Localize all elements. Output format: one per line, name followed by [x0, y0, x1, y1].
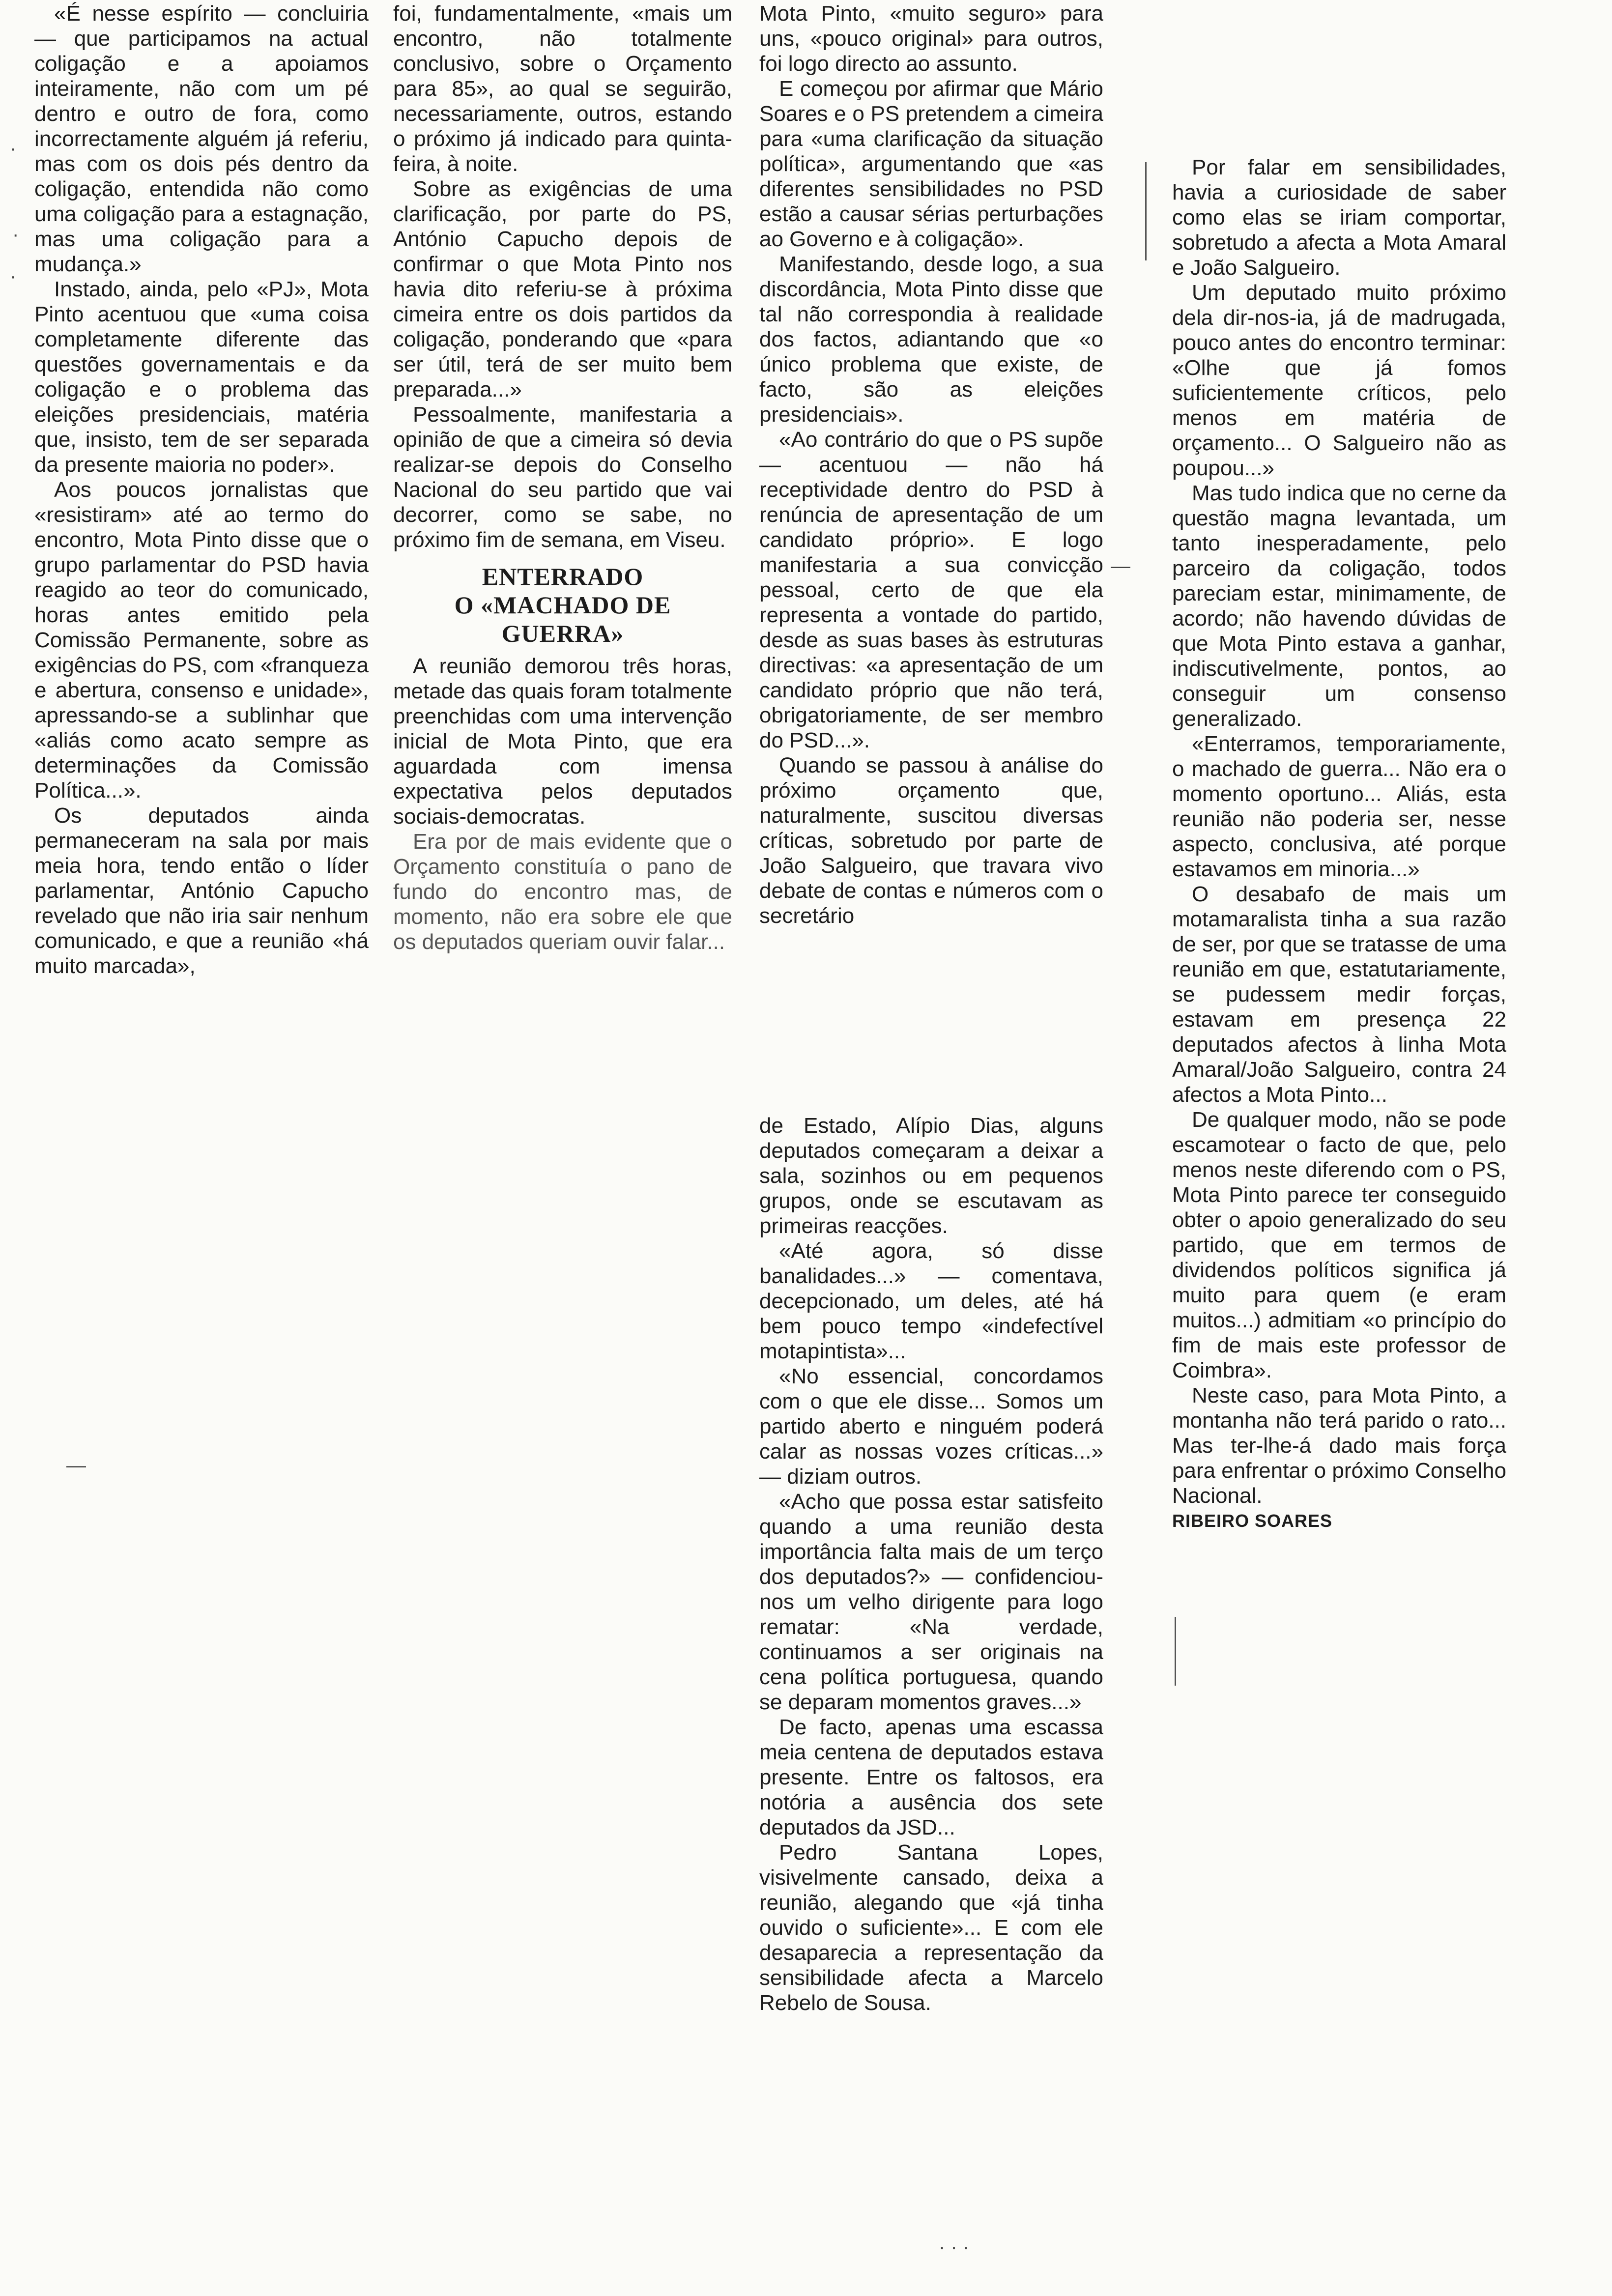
column-3-bottom: [759, 1113, 1103, 2015]
headline-line-2: O «MACHADO DE GUERRA»: [454, 591, 671, 647]
scan-rule: [1175, 1617, 1176, 1686]
paragraph: Pessoalmente, manifestaria a opinião de que a cimeira só devia realizar-se depois do Conselho Nacional do seu partido que vai decorrer, como se sabe, no próximo fim de semana, em Viseu.: [393, 402, 732, 552]
paragraph: Instado, ainda, pelo «PJ», Mota Pinto acentuou que «uma coisa completamente diferente das questões governamentais e da coligação e o problema das eleições presidenciais, matéria que, insisto, tem de ser separada da presente maioria no poder».: [34, 277, 369, 477]
paragraph: Mas tudo indica que no cerne da questão magna levantada, um tanto inesperadamente, pelo parceiro da coligação, todos pareciam estar, minimamente, de acordo; não havendo dúvidas de que Mota Pinto estava a ganhar, indiscutivelmente, pontos, ao conseguir um consenso generalizado.: [1172, 481, 1506, 731]
column-2: [393, 1, 732, 954]
scan-speck: ·: [10, 138, 17, 159]
paragraph: «É nesse espírito — concluiria — que participamos na actual coligação e a apoiamos inteiramente, não com um pé dentro e outro de fora, como incorrectamente alguém já referiu, mas com os dois pés dentro da coligação, entendida não como uma coligação para a estagnação, mas uma coligação para a mudança.»: [34, 1, 369, 276]
paragraph: A reunião demorou três horas, metade das quais foram totalmente preenchidas com uma intervenção inicial de Mota Pinto, que era aguardada com imensa expectativa pelos deputados sociais-democratas.: [393, 654, 732, 829]
paragraph: Um deputado muito próximo dela dir-nos-ia, já de madrugada, pouco antes do encontro terminar: «Olhe que já fomos suficientemente críticos, pelo menos em matéria de orçamento... O Salgueiro não as poupou...»: [1172, 281, 1506, 480]
paragraph: «Ao contrário do que o PS supõe — acentuou — não há receptividade dentro do PSD à renúncia de apresentação de um candidato próprio». E logo manifestaria a sua convicção pessoal, certo de que ela representa a vontade do partido, desde as suas bases às estruturas directivas: «a apresentação de um candidato próprio que não terá, obrigatoriamente, de ser membro do PSD...».: [759, 428, 1103, 752]
scan-speck: ·: [10, 265, 17, 287]
section-headline: [393, 562, 732, 648]
paragraph: Sobre as exigências de uma clarificação, por parte do PS, António Capucho depois de confirmar o que Mota Pinto nos havia dito referiu-se à próxima cimeira entre os dois partidos da coligação, ponderando que «para ser útil, terá de ser muito bem preparada...»: [393, 177, 732, 402]
paragraph: Neste caso, para Mota Pinto, a montanha não terá parido o rato... Mas ter-lhe-á dado mais força para enfrentar o próximo Conselho Nacional.: [1172, 1383, 1506, 1508]
paragraph: Quando se passou à análise do próximo orçamento que, naturalmente, suscitou diversas críticas, sobretudo por parte de João Salgueiro, que travara vivo debate de contas e números com o secretário: [759, 753, 1103, 928]
paragraph: «Enterramos, temporariamente, o machado de guerra... Não era o momento oportuno... Aliás, esta reunião não poderia ser, nesse aspecto, conclusiva, até porque estavamos em minoria...»: [1172, 732, 1506, 881]
paragraph: «Até agora, só disse banalidades...» — comentava, decepcionado, um deles, até há bem pouco tempo «indefectível motapintista»...: [759, 1239, 1103, 1363]
paragraph: Por falar em sensibilidades, havia a curiosidade de saber como elas se iriam comportar, sobretudo a afecta a Mota Amaral e João Salgueiro.: [1172, 155, 1506, 280]
paragraph: Aos poucos jornalistas que «resistiram» até ao termo do encontro, Mota Pinto disse que o grupo parlamentar do PSD havia reagido ao teor do comunicado, horas antes emitido pela Comissão Permanente, sobre as exigências do PS, com «franqueza e abertura, consenso e unidade», apressando-se a sublinhar que «aliás como acato sempre as determinações da Comissão Política...».: [34, 478, 369, 803]
paragraph: Era por de mais evidente que o Orçamento constituía o pano de fundo do encontro mas, de momento, não era sobre ele que os deputados queriam ouvir falar...: [393, 830, 732, 954]
byline: RIBEIRO SOARES: [1172, 1511, 1333, 1531]
paragraph: «No essencial, concordamos com o que ele disse... Somos um partido aberto e ninguém poderá calar as nossas vozes críticas...» — diziam outros.: [759, 1364, 1103, 1489]
scan-rule: [1145, 162, 1147, 260]
paragraph: E começou por afirmar que Mário Soares e o PS pretendem a cimeira para «uma clarificação da situação política», argumentando que «as diferentes sensibilidades no PSD estão a causar sérias perturbações ao Governo e à coligação».: [759, 77, 1103, 251]
scan-speck: ·: [12, 224, 19, 245]
column-1: [34, 1, 369, 978]
paragraph: foi, fundamentalmente, «mais um encontro, não totalmente conclusivo, sobre o Orçamento para 85», ao qual se seguirão, necessariamente, outros, estando o próximo já indicado para quinta-feira, à noite.: [393, 1, 732, 176]
paragraph: De qualquer modo, não se pode escamotear o facto de que, pelo menos neste diferendo com o PS, Mota Pinto parece ter conseguido obter o apoio generalizado do seu partido, que em termos de dividendos políticos significa já muito para quem (e eram muitos...) admitiam «o princípio do fim de mais este professor de Coimbra».: [1172, 1108, 1506, 1382]
column-4: [1172, 155, 1506, 1533]
column-3-top: [759, 1, 1103, 928]
paragraph: Mota Pinto, «muito seguro» para uns, «pouco original» para outros, foi logo directo ao assunto.: [759, 1, 1103, 76]
headline-line-1: ENTERRADO: [482, 563, 644, 590]
scan-speck: · · ·: [939, 2236, 970, 2258]
paragraph: Pedro Santana Lopes, visivelmente cansado, deixa a reunião, alegando que «já tinha ouvido o suficiente»... E com ele desaparecia a representação da sensibilidade afecta a Marcelo Rebelo de Sousa.: [759, 1840, 1103, 2015]
paragraph: «Acho que possa estar satisfeito quando a uma reunião desta importância falta mais de um terço dos deputados?» — confidenciou-nos um velho dirigente para logo rematar: «Na verdade, continuamos a ser originais na cena política portuguesa, quando se deparam momentos graves...»: [759, 1490, 1103, 1714]
paragraph: Os deputados ainda permaneceram na sala por mais meia hora, tendo então o líder parlamentar, António Capucho revelado que não iria sair nenhum comunicado, e que a reunião «há muito marcada»,: [34, 804, 369, 978]
paragraph: de Estado, Alípio Dias, alguns deputados começaram a deixar a sala, sozinhos ou em pequenos grupos, onde se escutavam as primeiras reacções.: [759, 1114, 1103, 1238]
paragraph: O desabafo de mais um motamaralista tinha a sua razão de ser, por que se tratasse de uma reunião em que, estatutariamente, se pudessem medir forças, estavam em presença 22 deputados afectos à linha Mota Amaral/João Salgueiro, contra 24 afectos a Mota Pinto...: [1172, 882, 1506, 1107]
scan-dash: —: [1111, 555, 1130, 577]
scan-dash: —: [66, 1455, 86, 1476]
paragraph: De facto, apenas uma escassa meia centena de deputados estava presente. Entre os faltosos, era notória a ausência dos sete deputados da JSD...: [759, 1715, 1103, 1839]
paragraph: Manifestando, desde logo, a sua discordância, Mota Pinto disse que tal não correspondia à realidade dos factos, adiantando que «o único problema que existe, de facto, são as eleições presidenciais».: [759, 252, 1103, 427]
